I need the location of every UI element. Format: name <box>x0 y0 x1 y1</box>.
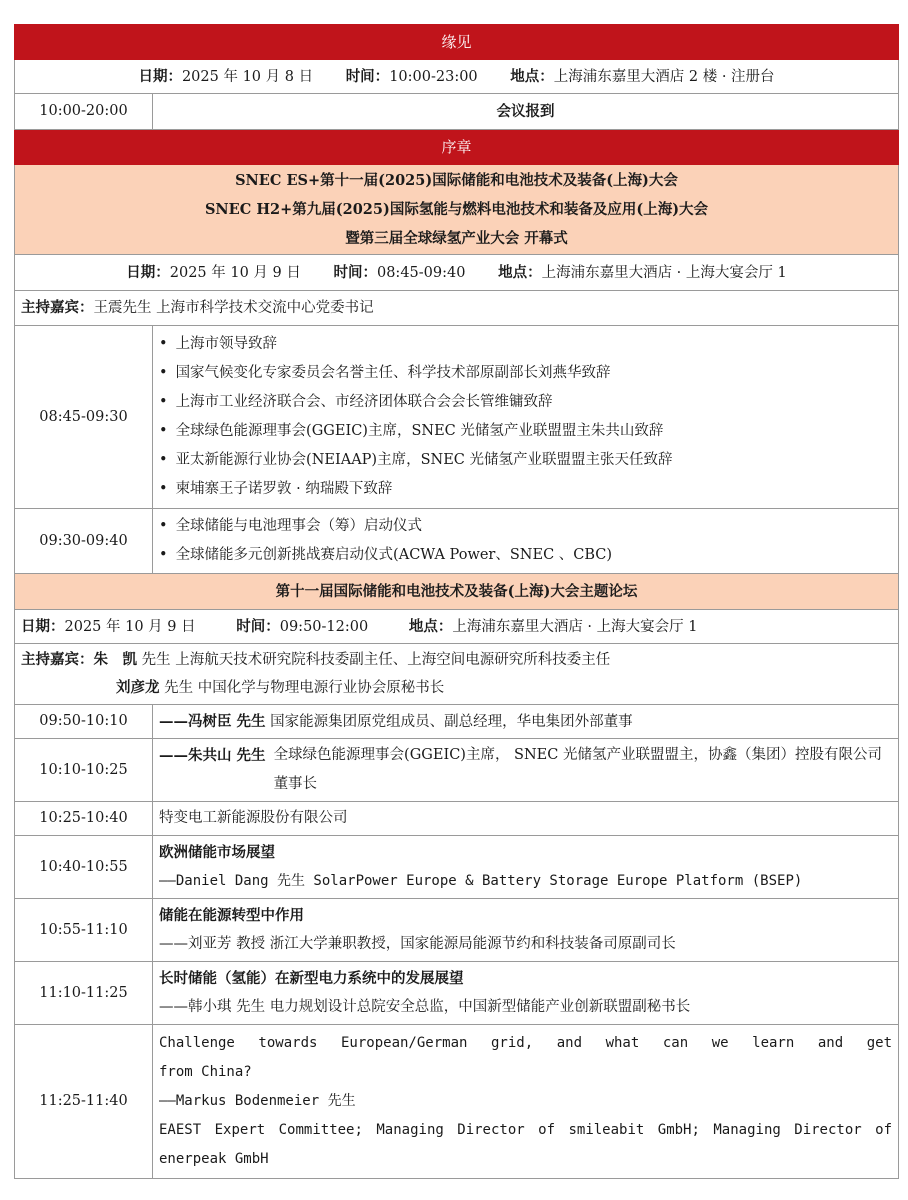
prologue-block-row <box>15 326 899 509</box>
session-line: ——Daniel Dang 先生 SolarPower Europe & Battery Storage Europe Platform (BSEP) <box>159 873 803 889</box>
host-label: 主持嘉宾： <box>21 299 94 316</box>
prologue-date: 2025 年 10 月 9 日 <box>169 264 301 281</box>
forum-title: 第十一届国际储能和电池技术及装备(上海)大会主题论坛 <box>15 574 899 610</box>
session-content <box>153 739 899 802</box>
registration-title: 会议报到 <box>153 94 899 130</box>
prologue-meta <box>15 255 899 291</box>
welcome-date: 2025 年 10 月 8 日 <box>181 68 314 85</box>
prologue-header-row <box>15 130 899 165</box>
session-title: 欧洲储能市场展望 <box>159 844 275 861</box>
venue-label: 地点： <box>498 263 542 281</box>
session-line: ——韩小琪 先生 电力规划设计总院安全总监，中国新型储能产业创新联盟副秘书长 <box>159 999 691 1015</box>
time-label: 时间： <box>236 617 280 635</box>
forum-title-row <box>15 574 899 610</box>
prologue-venue: 上海浦东嘉里大酒店 · 上海大宴会厅 1 <box>541 264 787 281</box>
prologue-meta-row <box>15 255 899 291</box>
welcome-header: 缘见 <box>15 25 899 60</box>
prologue-title-row <box>15 165 899 255</box>
welcome-meta <box>15 60 899 94</box>
forum-host1-desc: 先生 上海航天技术研究院科技委副主任、上海空间电源研究所科技委主任 <box>141 652 611 668</box>
forum-host <box>15 644 899 705</box>
forum-host2-name: 刘彦龙 <box>116 679 160 696</box>
session-row <box>15 1025 899 1179</box>
prologue-title <box>15 165 899 255</box>
session-text: 特变电工新能源股份有限公司 <box>153 802 899 836</box>
session-content <box>153 962 899 1025</box>
session-title-line: Challenge towards European/German grid, and what can we learn and get <box>159 1035 893 1051</box>
venue-label: 地点： <box>510 67 554 85</box>
session-time: 10:10-10:25 <box>15 739 153 802</box>
forum-meta <box>15 610 899 644</box>
date-label: 日期： <box>138 67 182 85</box>
forum-host2-desc: 先生 中国化学与物理电源行业协会原秘书长 <box>164 680 445 696</box>
session-row <box>15 802 899 836</box>
session-content <box>153 1025 899 1179</box>
welcome-time: 10:00-23:00 <box>389 68 478 85</box>
prologue-host-text: 王震先生 上海市科学技术交流中心党委书记 <box>93 300 374 316</box>
session-row <box>15 739 899 802</box>
list-item: • 上海市领导致辞 <box>159 330 892 359</box>
welcome-venue: 上海浦东嘉里大酒店 2 楼 · 注册台 <box>553 68 775 85</box>
list-item: • 全球绿色能源理事会(GGEIC)主席，SNEC 光储氢产业联盟盟主朱共山致辞 <box>159 417 892 446</box>
forum-meta-row <box>15 610 899 644</box>
session-affiliation-line: EAEST Expert Committee; Managing Director of smileabit GmbH; Managing Director of <box>159 1122 893 1138</box>
registration-time: 10:00-20:00 <box>15 94 153 130</box>
host-label: 主持嘉宾： <box>21 651 94 668</box>
session-time: 10:40-10:55 <box>15 836 153 899</box>
prologue-block-time: 08:45-09:30 <box>15 326 153 509</box>
prologue-title-line: SNEC H2+第九届(2025)国际氢能与燃料电池技术和装备及应用(上海)大会 <box>204 201 709 218</box>
prologue-block-time: 09:30-09:40 <box>15 509 153 574</box>
session-speaker: ——Markus Bodenmeier 先生 <box>159 1093 356 1109</box>
session-title: 储能在能源转型中作用 <box>159 907 304 924</box>
session-row <box>15 962 899 1025</box>
session-row <box>15 899 899 962</box>
prologue-host <box>15 291 899 326</box>
session-content <box>153 836 899 899</box>
list-item: • 亚太新能源行业协会(NEIAAP)主席，SNEC 光储氢产业联盟盟主张天任致辞 <box>159 446 892 475</box>
session-time: 10:25-10:40 <box>15 802 153 836</box>
session-time: 11:25-11:40 <box>15 1025 153 1179</box>
list-item: • 全球储能多元创新挑战赛启动仪式(ACWA Power、SNEC 、CBC) <box>159 541 892 570</box>
session-time: 09:50-10:10 <box>15 705 153 739</box>
forum-time: 09:50-12:00 <box>279 618 369 635</box>
list-item: • 全球储能与电池理事会（筹）启动仪式 <box>159 512 892 541</box>
forum-host-row <box>15 644 899 705</box>
session-desc: 全球绿色能源理事会(GGEIC)主席， SNEC 光储氢产业联盟盟主，协鑫（集团）控股有限公司董事长 <box>273 747 882 792</box>
prologue-time: 08:45-09:40 <box>376 264 466 281</box>
session-speaker: ——冯树臣 先生 <box>159 712 266 730</box>
session-affiliation-line: enerpeak GmbH <box>159 1151 269 1167</box>
forum-date: 2025 年 10 月 9 日 <box>64 618 196 635</box>
forum-host1-name: 朱 凯 <box>93 651 137 668</box>
list-item: • 国家气候变化专家委员会名誉主任、科学技术部原副部长刘燕华致辞 <box>159 359 892 388</box>
session-row <box>15 705 899 739</box>
prologue-title-line: SNEC ES+第十一届(2025)国际储能和电池技术及装备(上海)大会 <box>235 172 678 189</box>
date-label: 日期： <box>21 617 65 635</box>
session-title-line: from China? <box>159 1064 252 1080</box>
agenda-table <box>14 24 899 1179</box>
prologue-header: 序章 <box>15 130 899 165</box>
session-content <box>153 899 899 962</box>
time-label: 时间： <box>345 67 390 85</box>
forum-venue: 上海浦东嘉里大酒店 · 上海大宴会厅 1 <box>452 618 698 635</box>
list-item: • 上海市工业经济联合会、市经济团体联合会会长管维镛致辞 <box>159 388 892 417</box>
prologue-title-line: 暨第三届全球绿氢产业大会 开幕式 <box>345 230 568 247</box>
prologue-block-row <box>15 509 899 574</box>
session-time: 10:55-11:10 <box>15 899 153 962</box>
time-label: 时间： <box>333 263 377 281</box>
session-title: 长时储能（氢能）在新型电力系统中的发展展望 <box>159 970 464 987</box>
agenda-sheet <box>14 24 898 1179</box>
session-speaker: ——朱共山 先生 <box>159 747 266 764</box>
prologue-block-items <box>153 509 899 574</box>
session-line: ——刘亚芳 教授 浙江大学兼职教授，国家能源局能源节约和科技装备司原副司长 <box>159 936 676 952</box>
session-row <box>15 836 899 899</box>
welcome-header-row <box>15 25 899 60</box>
list-item: • 柬埔寨王子诺罗敦 · 纳瑞殿下致辞 <box>159 475 892 504</box>
registration-row <box>15 94 899 130</box>
session-content <box>153 705 899 739</box>
welcome-meta-row <box>15 60 899 94</box>
prologue-host-row <box>15 291 899 326</box>
venue-label: 地点： <box>408 617 453 635</box>
session-desc: 国家能源集团原党组成员、副总经理，华电集团外部董事 <box>270 713 633 730</box>
date-label: 日期： <box>126 263 170 281</box>
prologue-block-items <box>153 326 899 509</box>
session-time: 11:10-11:25 <box>15 962 153 1025</box>
